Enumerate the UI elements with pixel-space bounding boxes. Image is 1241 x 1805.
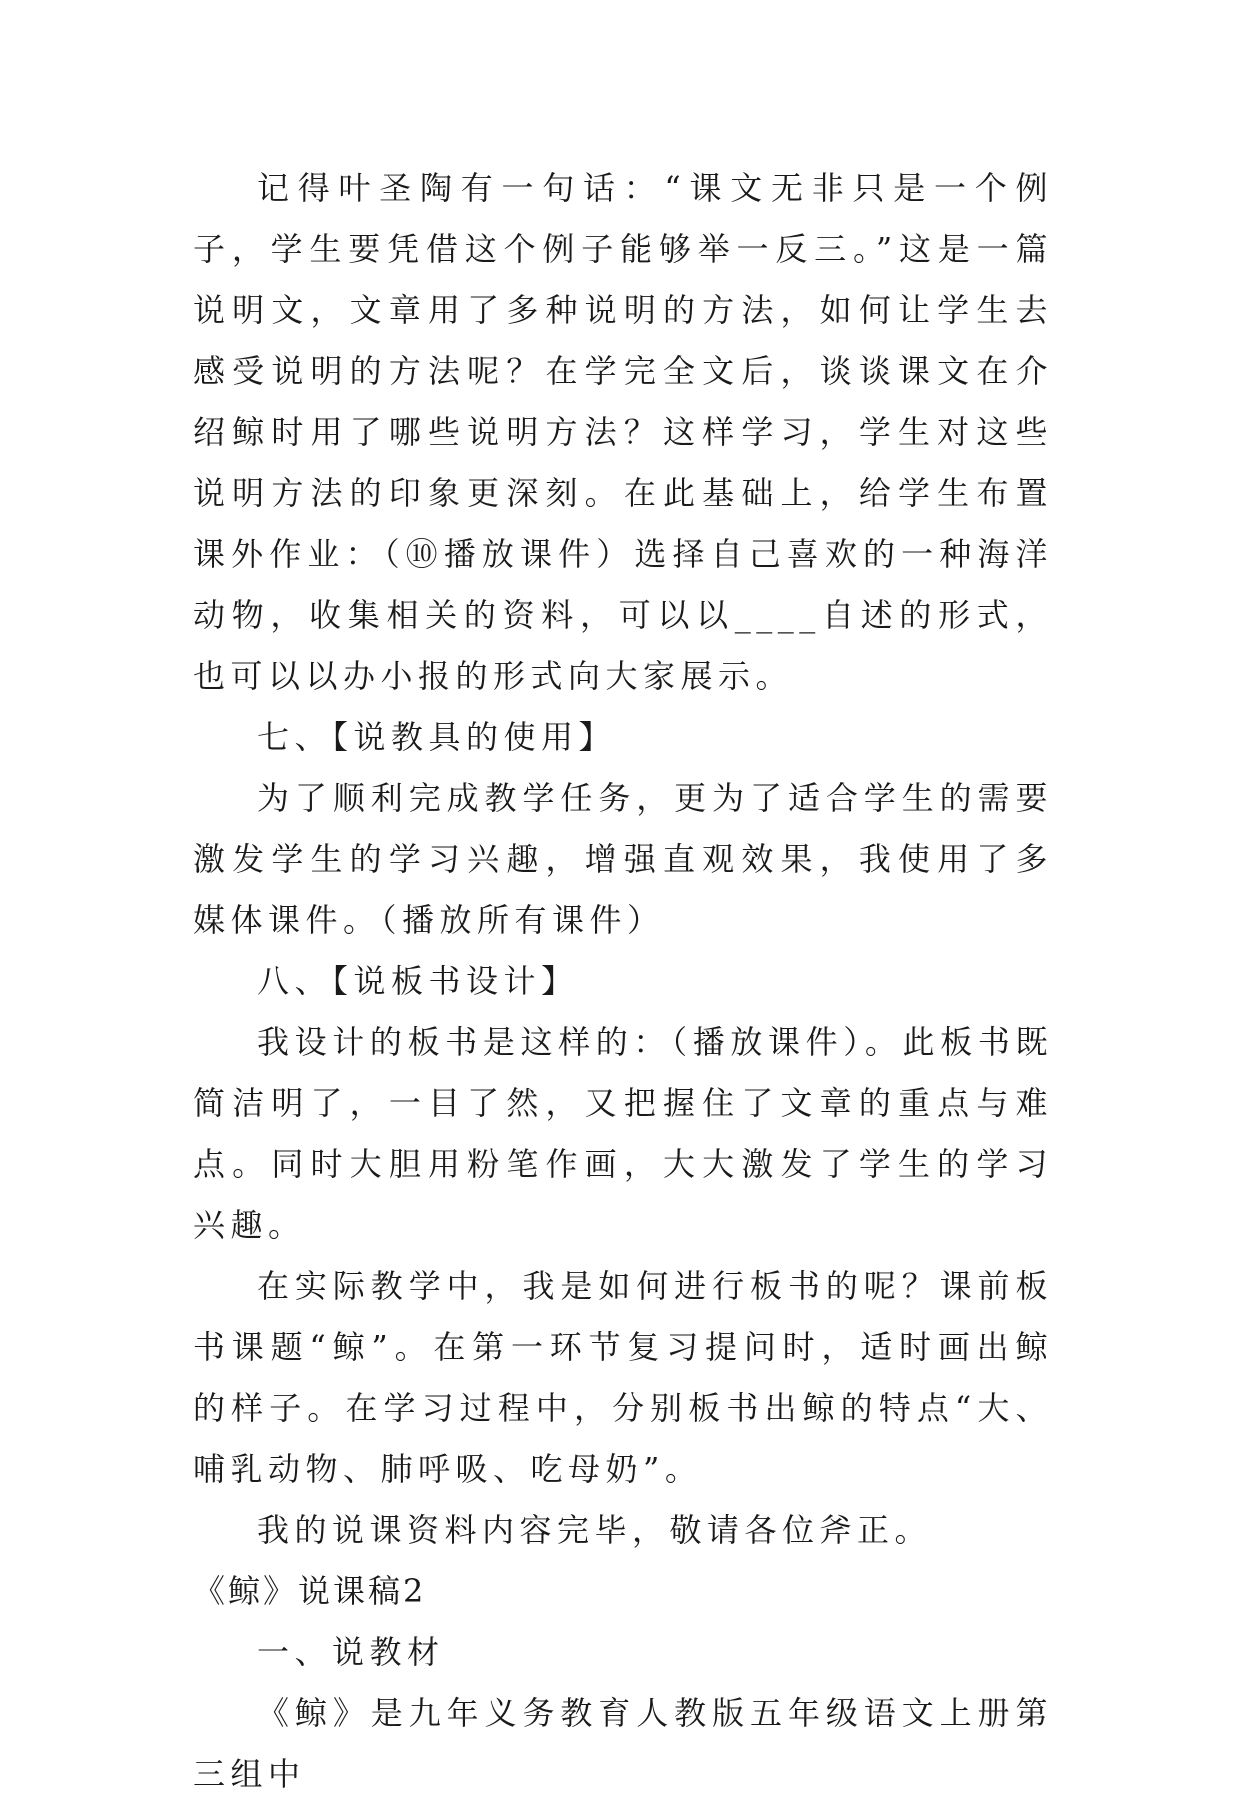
paragraph-textbook: 《鲸》是九年义务教育人教版五年级语文上册第三组中 [193, 1694, 1053, 1793]
section-heading-textbook: 一、说教材 [257, 1633, 445, 1671]
paragraph-blackboard-process: 在实际教学中，我是如何进行板书的呢？课前板书课题“鲸”。在第一环节复习提问时，适时画出鲸的样子。在学习过程中，分别板书出鲸的特点“大、哺乳动物、肺呼吸、吃母奶”。 [193, 1267, 1053, 1488]
section-heading-teaching-aids: 七、【说教具的使用】 [257, 718, 617, 756]
document-title: 《鲸》说课稿2 [193, 1572, 427, 1610]
paragraph-blackboard-design: 我设计的板书是这样的：（播放课件）。此板书既简洁明了，一目了然，又把握住了文章的重点与难点。同时大胆用粉笔作画，大大激发了学生的学习兴趣。 [193, 1023, 1053, 1244]
document-body [193, 158, 1053, 1805]
section-heading-blackboard-design: 八、【说板书设计】 [257, 962, 579, 1000]
paragraph-closing: 我的说课资料内容完毕，敬请各位斧正。 [257, 1511, 933, 1549]
paragraph-teaching-aids: 为了顺利完成教学任务，更为了适合学生的需要激发学生的学习兴趣，增强直观效果，我使用了多媒体课件。（播放所有课件） [193, 779, 1053, 939]
paragraph-homework: 记得叶圣陶有一句话：“课文无非只是一个例子，学生要凭借这个例子能够举一反三。”这是一篇说明文，文章用了多种说明的方法，如何让学生去感受说明的方法呢？在学完全文后，谈谈课文在介绍鲸时用了哪些说明方法？这样学习，学生对这些说明方法的印象更深刻。在此基础上，给学生布置课外作业：（⑩播放课件）选择自己喜欢的一种海洋动物，收集相关的资料，可以以____自述的形式，也可以以办小报的形式向大家展示。 [193, 169, 1053, 695]
